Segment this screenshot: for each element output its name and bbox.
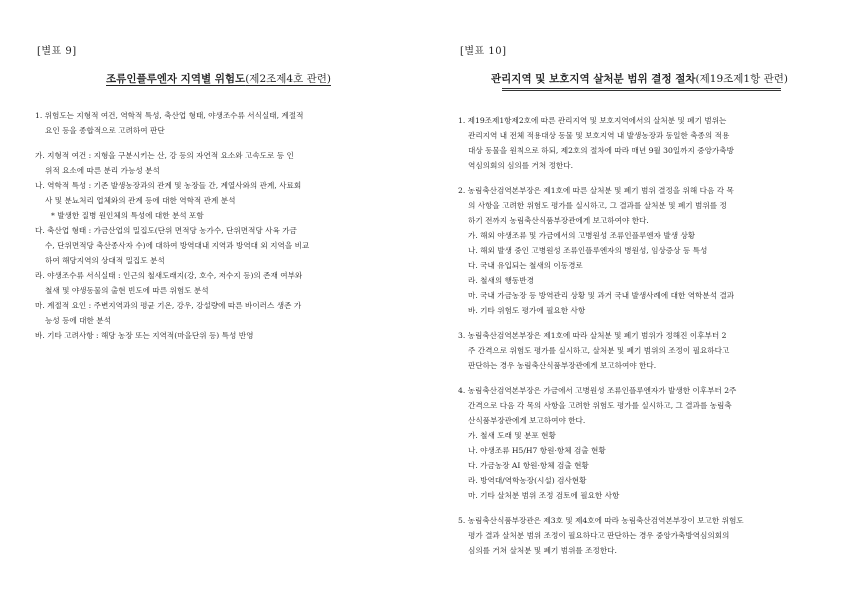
title-reference: (제2조제4호 관련) [245, 73, 331, 85]
item-2-ga: 가. 해외 야생조류 및 가금에서의 고병원성 조류인플루엔자 발생 상황 [468, 231, 696, 240]
item-4-line-2: 간격으로 다음 각 목의 사항을 고려한 위험도 평가를 실시하고, 그 결과를 농림축 [468, 401, 732, 410]
item-2-ma: 마. 국내 가금농장 등 방역관리 상황 및 과거 국내 발생사례에 대한 역학분석 결과 [468, 291, 735, 300]
item-5-line-3: 심의를 거쳐 살처분 및 폐기 범위를 조정한다. [468, 546, 617, 555]
annex-tag: [별표 10] [460, 46, 507, 57]
item-1-line-3: 대상 동물을 원칙으로 하되, 제2호의 절차에 따라 매년 9월 30일까지 중앙가축방 [468, 146, 734, 155]
item-2-ra: 라. 철새의 행동반경 [468, 276, 534, 285]
item-3-line-3: 판단하는 경우 농림축산식품부장관에게 보고하여야 한다. [468, 361, 657, 370]
item-da-line-2: 수, 단위면적당 축산종사자 수)에 대하여 방역대내 지역과 방역대 외 지역을 비교 [45, 241, 310, 250]
item-ra-line-2: 철새 및 야생동물의 출현 빈도에 따른 위험도 분석 [45, 286, 209, 295]
item-da-line-3: 하여 해당지역의 상대적 밀집도 분석 [45, 256, 165, 265]
title-main: 조류인플루엔자 지역별 위험도 [106, 73, 246, 85]
left-page [0, 0, 420, 595]
item-4-ma: 마. 기타 살처분 범위 조정 검토에 필요한 사항 [468, 491, 620, 500]
item-ma-line-1: 마. 계절적 요인 : 주변지역과의 평균 기온, 강우, 강설량에 따른 바이러스 생존 가 [35, 301, 302, 310]
item-da-line-1: 다. 축산업 형태 : 가금산업의 밀집도(단위 면적당 농가수, 단위면적당 사육 가금 [35, 226, 297, 235]
item-3-line-1: 3. 농림축산검역본부장은 제1호에 따라 살처분 및 폐기 범위가 정해진 이후부터 2 [458, 331, 727, 340]
item-ra-line-1: 라. 야생조수류 서식실태 : 인근의 철새도래지(강, 호수, 저수지 등)의 존재 여부와 [35, 271, 303, 280]
item-2-line-2: 의 사항을 고려한 위험도 평가를 실시하고, 그 결과를 살처분 및 폐기 범위를 정 [468, 201, 727, 210]
item-1-line-1: 1. 제19조제1항제2호에 따른 관리지역 및 보호지역에서의 살처분 및 폐기 범위는 [458, 116, 727, 125]
item-1-line-4: 역심의회의 심의를 거쳐 정한다. [468, 161, 574, 170]
right-page [420, 0, 841, 595]
page-title [458, 71, 821, 86]
item-2-ba: 바. 기타 위험도 평가에 필요한 사항 [468, 306, 586, 315]
item-5-line-2: 평가 결과 살처분 범위 조정이 필요하다고 판단하는 경우 중앙가축방역심의회의 [468, 531, 730, 540]
title-reference: (제19조제1항 관련) [695, 73, 788, 85]
item-ga-line-1: 가. 지형적 여건 : 지형을 구분시키는 산, 강 등의 자연적 요소와 고속도로 등 인 [35, 151, 294, 160]
annex-tag: [별표 9] [37, 46, 77, 57]
item-4-line-1: 4. 농림축산검역본부장은 가금에서 고병원성 조류인플루엔자가 발생한 이후부터 2주 [458, 386, 737, 395]
item-4-na: 나. 야생조류 H5/H7 항원·항체 검출 현황 [468, 446, 606, 455]
item-ma-line-2: 능성 등에 대한 분석 [45, 316, 111, 325]
title-double-rule [502, 88, 781, 91]
item-1-line-1: 1. 위험도는 지형적 여건, 역학적 특성, 축산업 형태, 야생조수류 서식실태, 계절적 [35, 111, 304, 120]
item-4-ga: 가. 철새 도래 및 분포 현황 [468, 431, 556, 440]
item-na-line-2: 사 및 분뇨처리 업체와의 관계 등에 대한 역학적 관계 분석 [45, 196, 236, 205]
item-2-na: 나. 해외 발생 중인 고병원성 조류인플루엔자의 병원성, 임상증상 등 특성 [468, 246, 708, 255]
item-ga-line-2: 위적 요소에 따른 분리 가능성 분석 [45, 166, 160, 175]
culling-procedure-list [458, 113, 821, 558]
item-4-line-3: 산식품부장관에게 보고하여야 한다. [468, 416, 586, 425]
item-3-line-2: 주 간격으로 위험도 평가를 실시하고, 살처분 및 폐기 범위의 조정이 필요하다고 [468, 346, 730, 355]
title-underlined [106, 71, 331, 86]
risk-criteria-list [35, 108, 402, 343]
item-1-line-2: 관리지역 내 전체 적용대상 동물 및 보호지역 내 발생농장과 동일한 축종의 적용 [468, 131, 730, 140]
item-2-da: 다. 국내 유입되는 철새의 이동경로 [468, 261, 583, 270]
item-2-line-1: 2. 농림축산검역본부장은 제1호에 따른 살처분 및 폐기 범위 결정을 위해 다음 각 목 [458, 186, 734, 195]
item-na-note: * 발생한 질병 원인체의 특성에 대한 분석 포함 [51, 211, 204, 220]
item-1-line-2: 요인 등을 종합적으로 고려하여 판단 [45, 126, 165, 135]
item-4-da: 다. 가금농장 AI 항원·항체 검출 현황 [468, 461, 589, 470]
title-text [491, 71, 788, 86]
item-4-ra: 라. 방역대/역학농장(시설) 검사현황 [468, 476, 587, 485]
item-5-line-1: 5. 농림축산식품부장관은 제3호 및 제4호에 따라 농림축산검역본부장이 보고한 위험도 [458, 516, 744, 525]
item-na-line-1: 나. 역학적 특성 : 기존 발생농장과의 관계 및 농장들 간, 계열사와의 관계, 사료회 [35, 181, 302, 190]
page-title [35, 71, 402, 86]
item-2-line-3: 하기 전까지 농림축산식품부장관에게 보고하여야 한다. [468, 216, 649, 225]
title-main: 관리지역 및 보호지역 살처분 범위 결정 절차 [491, 73, 696, 85]
item-ba-line-1: 바. 기타 고려사항 : 해당 농장 또는 지역적(마을단위 등) 특성 반영 [35, 331, 254, 340]
